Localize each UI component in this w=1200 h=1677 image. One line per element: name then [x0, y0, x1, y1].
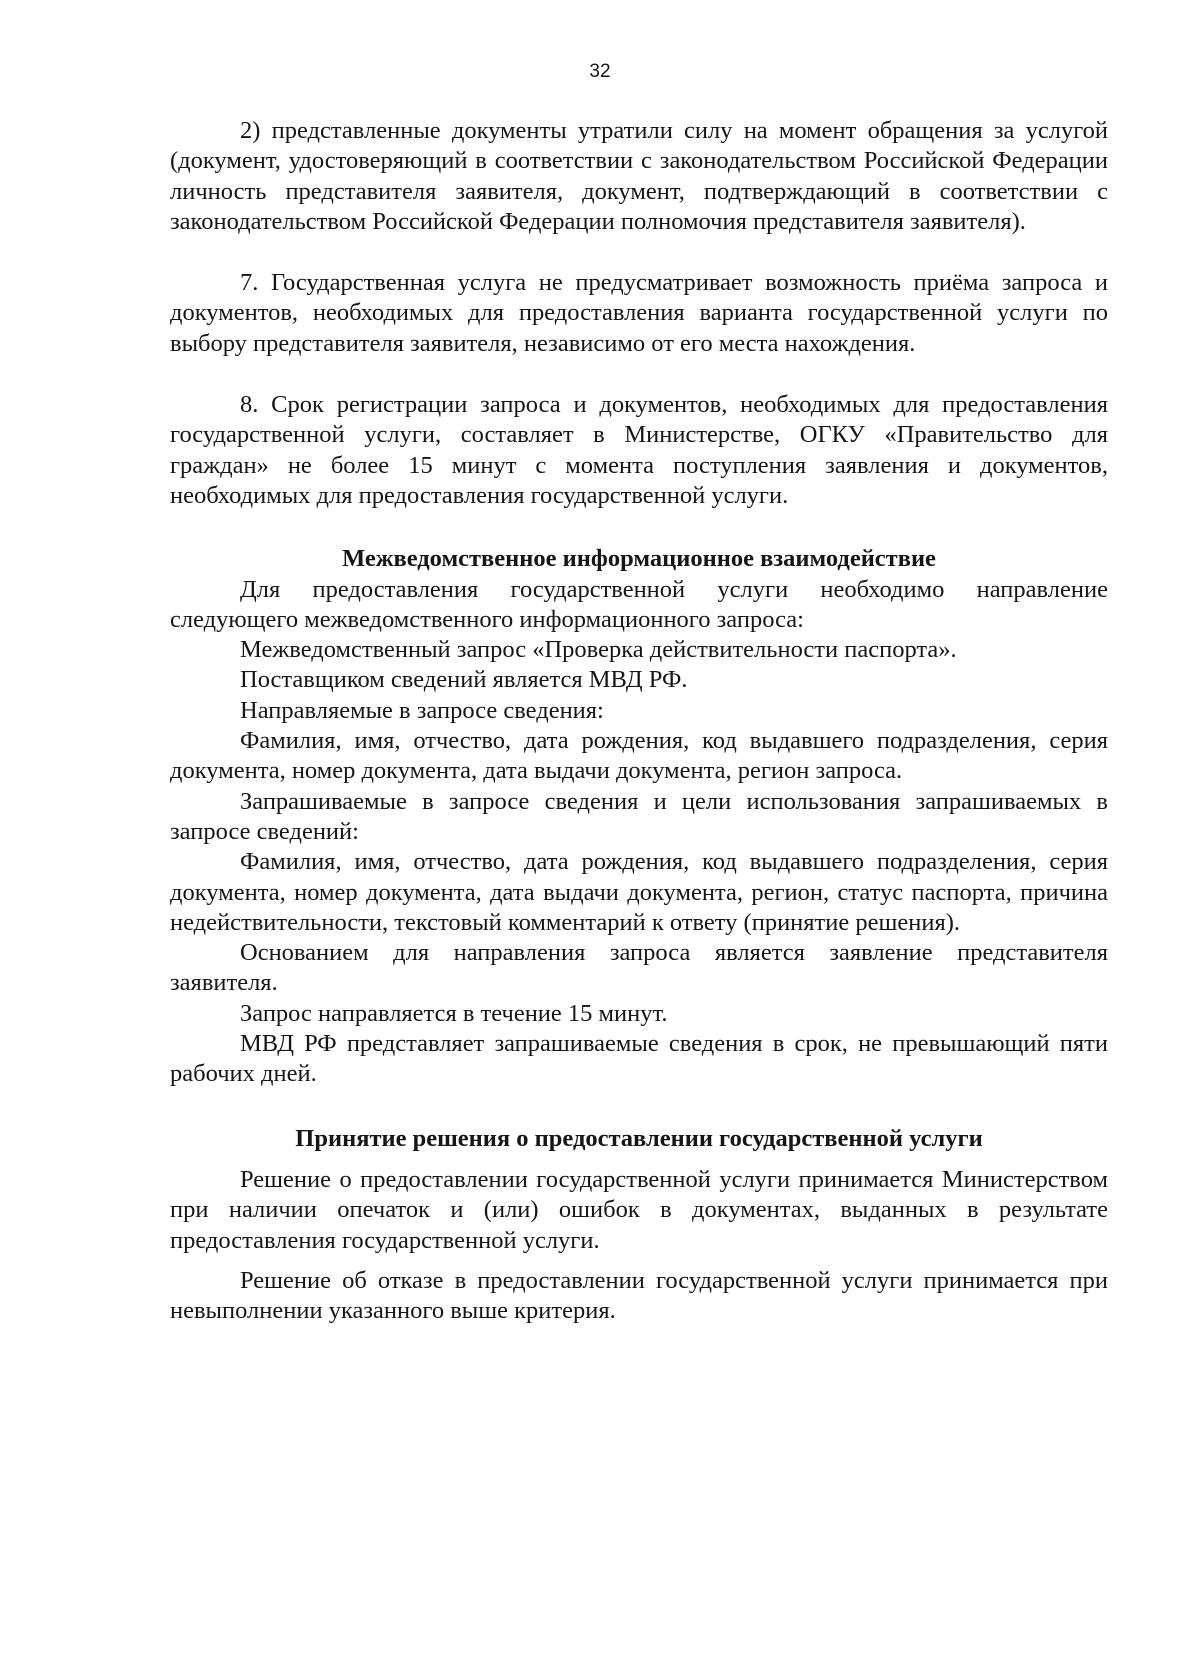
section-heading-interagency: Межведомственное информационное взаимодействие — [342, 545, 936, 573]
interagency-paragraph: Поставщиком сведений является МВД РФ. — [240, 666, 688, 694]
interagency-paragraph: Фамилия, имя, отчество, дата рождения, код выдавшего подразделения, серия документа, номер документа, дата выдачи документа, регион запроса. — [170, 727, 1108, 785]
decision-paragraph: Решение о предоставлении государственной услуги принимается Министерством при наличии опечаток и (или) ошибок в документах, выданных в результате предоставления государственной услуги. — [170, 1165, 1108, 1254]
document-body — [170, 116, 1108, 1326]
paragraph-invalid-documents: 2) представленные документы утратили силу на момент обращения за услугой (документ, удостоверяющий в соответствии с законодательством Российской Федерации личность представителя заявителя, документ, подтверждающий в соответствии с законодательством Российской Федерации полномочия представителя заявителя). — [170, 117, 1108, 235]
interagency-paragraph: Запрашиваемые в запросе сведения и цели использования запрашиваемых в запросе сведений: — [170, 787, 1108, 845]
page-number: 32 — [589, 61, 611, 82]
interagency-paragraph: Для предоставления государственной услуги необходимо направление следующего межведомственного информационного запроса: — [170, 575, 1108, 633]
section-heading-decision: Принятие решения о предоставлении государственной услуги — [295, 1124, 983, 1152]
interagency-paragraph: Межведомственный запрос «Проверка действительности паспорта». — [240, 636, 957, 664]
interagency-paragraph: Направляемые в запросе сведения: — [240, 696, 604, 724]
interagency-paragraph: Фамилия, имя, отчество, дата рождения, код выдавшего подразделения, серия документа, номер документа, дата выдачи документа, регион, статус паспорта, причина недействительности, текстовый комментарий к ответу (принятие решения). — [170, 848, 1108, 936]
paragraph-item-7: 7. Государственная услуга не предусматривает возможность приёма запроса и документов, необходимых для предоставления варианта государственной услуги по выбору представителя заявителя, независимо от его места нахождения. — [170, 269, 1108, 357]
decision-paragraph: Решение об отказе в предоставлении государственной услуги принимается при невыполнении указанного выше критерия. — [170, 1266, 1108, 1325]
paragraph-item-8: 8. Срок регистрации запроса и документов, необходимых для предоставления государственной услуги, составляет в Министерстве, ОГКУ «Правительство для граждан» не более 15 минут с момента поступления заявления и документов, необходимых для предоставления государственной услуги. — [170, 391, 1108, 509]
interagency-paragraph: МВД РФ представляет запрашиваемые сведения в срок, не превышающий пяти рабочих дней. — [170, 1030, 1108, 1088]
interagency-paragraph: Основанием для направления запроса является заявление представителя заявителя. — [170, 939, 1108, 997]
interagency-paragraph: Запрос направляется в течение 15 минут. — [240, 999, 668, 1027]
